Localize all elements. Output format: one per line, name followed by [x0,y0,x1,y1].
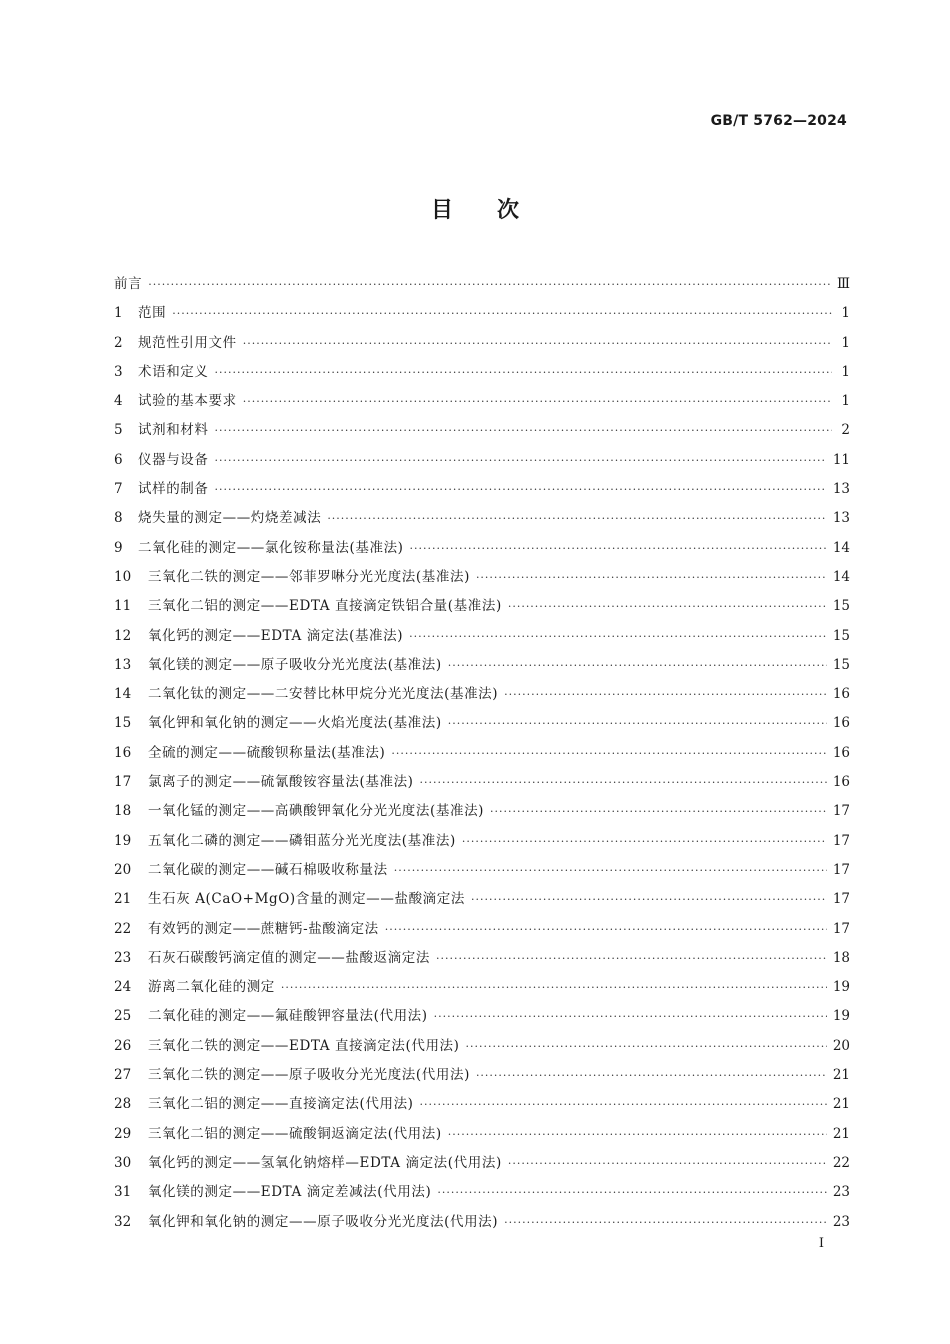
toc-entry-page: 21 [832,1096,850,1113]
toc-entry-page: 17 [832,891,850,908]
toc-entry-title: 氧化镁的测定——原子吸收分光光度法(基准法) [148,656,442,673]
toc-entry[interactable] [114,885,850,914]
toc-dot-leader [215,358,833,387]
toc-dot-leader [243,329,832,358]
toc-entry-page: 19 [832,979,850,996]
toc-dot-leader [436,944,827,973]
toc-entry-title: 氧化钾和氧化钠的测定——原子吸收分光光度法(代用法) [148,1213,499,1230]
toc-entry-page: 20 [832,1037,850,1054]
toc-entry-title: 五氧化二磷的测定——磷钼蓝分光光度法(基准法) [148,832,456,849]
toc-entry-number: 6 [114,451,123,468]
toc-entry-page: 23 [832,1213,850,1230]
toc-dot-leader [394,856,827,885]
toc-entry-page: 18 [832,949,850,966]
toc-entry-page: 17 [832,832,850,849]
toc-entry-number: 12 [114,627,132,644]
toc-entry-number: 17 [114,774,132,791]
toc-entry[interactable] [114,534,850,563]
toc-entry-page: 2 [841,422,850,439]
toc-entry-page: 1 [841,393,850,410]
toc-entry[interactable] [114,1120,850,1149]
toc-entry-number: 3 [114,363,123,380]
toc-dot-leader [434,1002,827,1031]
toc-entry-page: 16 [832,744,850,761]
toc-entry-title: 三氧化二铝的测定——硫酸铜返滴定法(代用法) [148,1125,442,1142]
toc-dot-leader [508,592,827,621]
toc-entry[interactable] [114,387,850,416]
toc-entry[interactable] [114,709,850,738]
toc-entry-page: 21 [832,1125,850,1142]
toc-entry-number: 28 [114,1096,132,1113]
toc-entry[interactable] [114,1061,850,1090]
toc-entry[interactable] [114,299,850,328]
toc-entry-title: 三氧化二铝的测定——直接滴定法(代用法) [148,1096,414,1113]
toc-entry-number: 26 [114,1037,132,1054]
toc-entry-number: 14 [114,686,132,703]
toc-dot-leader [409,622,827,651]
toc-entry-number: 1 [114,305,123,322]
toc-entry[interactable] [114,1178,850,1207]
toc-entry-page: 11 [832,451,850,468]
toc-entry-page: 15 [832,598,850,615]
toc-entry[interactable] [114,973,850,1002]
toc-entry-number: 11 [114,598,132,615]
toc-entry-page: 21 [832,1067,850,1084]
toc-entry-page: 15 [832,627,850,644]
toc-entry[interactable] [114,827,850,856]
toc-entry-title: 氯离子的测定——硫氰酸铵容量法(基准法) [148,774,414,791]
toc-entry[interactable] [114,1090,850,1119]
toc-entry-title: 二氧化钛的测定——二安替比林甲烷分光光度法(基准法) [148,686,499,703]
toc-entry-page: 14 [832,568,850,585]
toc-entry[interactable] [114,1149,850,1178]
toc-entry-title: 氧化钙的测定——氢氧化钠熔样—EDTA 滴定法(代用法) [148,1154,502,1171]
toc-entry-title: 一氧化锰的测定——高碘酸钾氧化分光光度法(基准法) [148,803,485,820]
toc-entry-title: 范围 [138,305,167,322]
toc-dot-leader [462,827,827,856]
toc-entry-title: 试样的制备 [138,481,209,498]
toc-entry[interactable] [114,358,850,387]
toc-entry-title: 氧化钾和氧化钠的测定——火焰光度法(基准法) [148,715,442,732]
toc-dot-leader [148,270,831,299]
toc-entry-page: 19 [832,1008,850,1025]
toc-entry-title: 氧化镁的测定——EDTA 滴定差减法(代用法) [148,1184,432,1201]
toc-entry-number: 8 [114,510,123,527]
page-title: 目次 [430,198,563,223]
toc-entry[interactable] [114,768,850,797]
toc-entry-number: 9 [114,539,123,556]
toc-entry[interactable] [114,1208,850,1237]
toc-entry-title: 仪器与设备 [138,451,209,468]
toc-entry[interactable] [114,1002,850,1031]
toc-entry-title: 三氧化二铁的测定——原子吸收分光光度法(代用法) [148,1067,470,1084]
toc-entry-title: 二氧化硅的测定——氯化铵称量法(基准法) [138,539,404,556]
table-of-contents [114,270,850,1237]
toc-dot-leader [504,1208,827,1237]
toc-dot-leader [327,504,827,533]
toc-entry-number: 15 [114,715,132,732]
toc-entry-title: 烧失量的测定——灼烧差减法 [138,510,322,527]
toc-entry-page: 16 [832,715,850,732]
toc-entry[interactable] [114,446,850,475]
toc-dot-leader [508,1149,827,1178]
toc-entry-page: 22 [832,1154,850,1171]
toc-entry-number: 4 [114,393,123,410]
toc-entry-number: 13 [114,656,132,673]
toc-entry-page: 1 [841,305,850,322]
toc-entry-number: 23 [114,949,132,966]
toc-entry-title: 前言 [114,276,143,292]
toc-dot-leader [215,446,827,475]
toc-entry-title: 氧化钙的测定——EDTA 滴定法(基准法) [148,627,404,644]
page-number: Ⅰ [818,1236,824,1251]
toc-dot-leader [504,680,827,709]
toc-entry-number: 31 [114,1184,132,1201]
toc-entry-title: 有效钙的测定——蔗糖钙-盐酸滴定法 [148,920,379,937]
toc-entry-page: 16 [832,686,850,703]
toc-entry[interactable] [114,651,850,680]
toc-dot-leader [385,915,827,944]
toc-dot-leader [215,475,827,504]
toc-entry-number: 16 [114,744,132,761]
toc-entry[interactable] [114,856,850,885]
toc-entry[interactable] [114,680,850,709]
toc-dot-leader [172,299,832,328]
toc-entry-page: 17 [832,861,850,878]
toc-entry[interactable] [114,915,850,944]
toc-dot-leader [391,739,826,768]
toc-entry-number: 24 [114,979,132,996]
toc-entry-title: 生石灰 A(CaO+MgO)含量的测定——盐酸滴定法 [148,891,465,908]
toc-dot-leader [448,709,827,738]
toc-entry[interactable] [114,475,850,504]
toc-entry-number: 2 [114,334,123,351]
toc-entry-title: 三氧化二铁的测定——邻菲罗啉分光光度法(基准法) [148,568,470,585]
toc-dot-leader [281,973,827,1002]
toc-entry-number: 18 [114,803,132,820]
toc-entry-number: 21 [114,891,132,908]
toc-entry[interactable] [114,270,850,299]
toc-entry[interactable] [114,416,850,445]
toc-entry-number: 30 [114,1154,132,1171]
toc-entry-page: Ⅲ [836,276,850,292]
toc-entry[interactable] [114,504,850,533]
toc-entry-number: 10 [114,568,132,585]
toc-entry-page: 14 [832,539,850,556]
toc-entry-number: 32 [114,1213,132,1230]
toc-dot-leader [490,797,827,826]
toc-entry-title: 术语和定义 [138,363,209,380]
toc-entry[interactable] [114,563,850,592]
toc-entry[interactable] [114,622,850,651]
toc-dot-leader [448,1120,827,1149]
toc-entry-title: 石灰石碳酸钙滴定值的测定——盐酸返滴定法 [148,949,430,966]
toc-entry-number: 29 [114,1125,132,1142]
toc-dot-leader [448,651,827,680]
toc-entry-number: 19 [114,832,132,849]
toc-dot-leader [471,885,827,914]
toc-entry-page: 1 [841,334,850,351]
toc-entry[interactable] [114,797,850,826]
toc-entry-page: 15 [832,656,850,673]
toc-dot-leader [437,1178,826,1207]
toc-entry-page: 13 [832,510,850,527]
toc-entry-number: 5 [114,422,123,439]
toc-entry-page: 17 [832,803,850,820]
toc-dot-leader [476,1061,827,1090]
toc-dot-leader [420,768,827,797]
toc-entry-title: 二氧化碳的测定——碱石棉吸收称量法 [148,861,388,878]
toc-entry[interactable] [114,1032,850,1061]
toc-entry-page: 16 [832,774,850,791]
toc-entry-title: 试剂和材料 [138,422,209,439]
toc-dot-leader [420,1090,827,1119]
toc-entry-title: 全硫的测定——硫酸钡称量法(基准法) [148,744,386,761]
toc-entry-title: 试验的基本要求 [138,393,237,410]
toc-entry[interactable] [114,739,850,768]
toc-entry-page: 1 [841,363,850,380]
toc-entry[interactable] [114,329,850,358]
toc-entry-title: 三氧化二铝的测定——EDTA 直接滴定铁铝合量(基准法) [148,598,502,615]
toc-dot-leader [243,387,832,416]
toc-entry[interactable] [114,944,850,973]
toc-entry-number: 25 [114,1008,132,1025]
toc-entry-title: 规范性引用文件 [138,334,237,351]
toc-entry-number: 22 [114,920,132,937]
toc-entry[interactable] [114,592,850,621]
toc-dot-leader [466,1032,827,1061]
toc-entry-page: 23 [832,1184,850,1201]
toc-entry-page: 13 [832,481,850,498]
toc-dot-leader [410,534,827,563]
toc-entry-number: 20 [114,861,132,878]
toc-entry-number: 27 [114,1067,132,1084]
standard-code: GB/T 5762—2024 [710,113,847,129]
toc-entry-title: 三氧化二铁的测定——EDTA 直接滴定法(代用法) [148,1037,460,1054]
toc-dot-leader [215,416,833,445]
toc-entry-page: 17 [832,920,850,937]
toc-entry-title: 二氧化硅的测定——氟硅酸钾容量法(代用法) [148,1008,428,1025]
toc-dot-leader [476,563,827,592]
toc-entry-number: 7 [114,481,123,498]
toc-entry-title: 游离二氧化硅的测定 [148,979,275,996]
